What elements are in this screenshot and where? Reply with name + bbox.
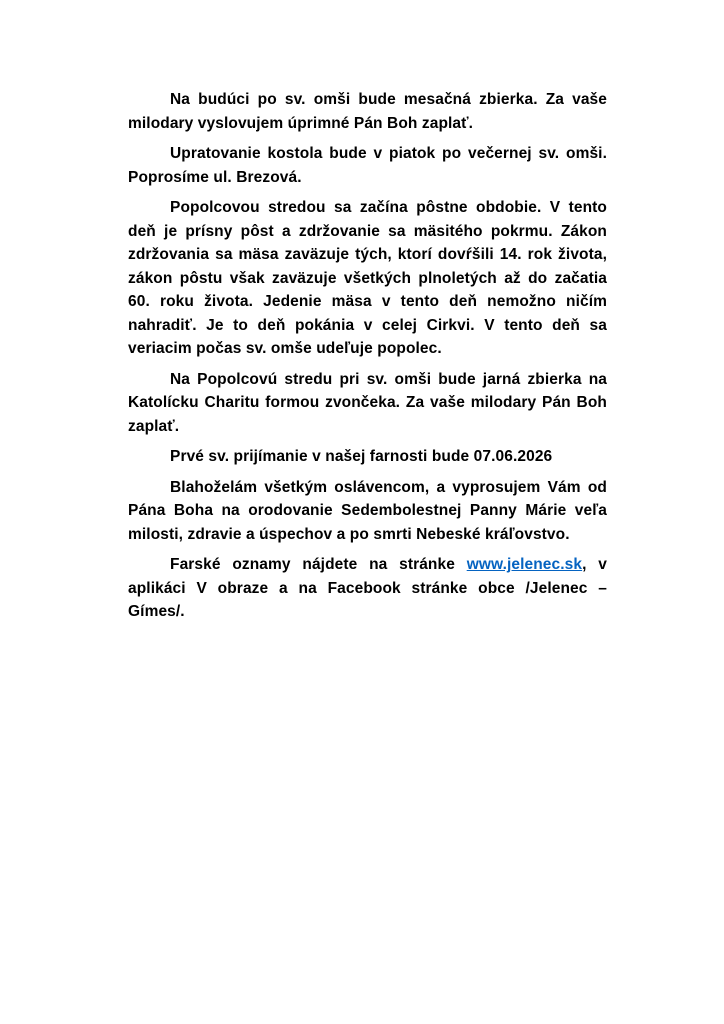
document-body	[128, 88, 607, 631]
paragraph-birthday-wishes: Blahoželám všetkým oslávencom, a vyprosujem Vám od Pána Boha na orodovanie Sedembolestnej Panny Márie veľa milosti, zdravie a úspechov a po smrti Nebeské kráľovstvo.	[128, 478, 607, 543]
paragraph-monthly-collection: Na budúci po sv. omši bude mesačná zbierka. Za vaše milodary vyslovujem úprimné Pán Boh zaplať.	[128, 91, 607, 132]
paragraph-announcements-online	[128, 553, 607, 624]
paragraph-ash-wednesday-fasting: Popolcovou stredou sa začína pôstne obdobie. V tento deň je prísny pôst a zdržovanie sa mäsitého pokrmu. Zákon zdržovania sa mäsa zaväzuje tých, ktorí dovŕšili 14. rok života, zákon pôstu však zaväzuje všetkých plnoletých až do začatia 60. roku života. Jedenie mäsa v tento deň nemožno ničím nahradiť. Je to deň pokánia v celej Cirkvi. V tento deň sa veriacim počas sv. omše udeľuje popolec.	[128, 199, 607, 357]
announcements-text-before: Farské oznamy nájdete na stránke	[170, 556, 467, 573]
paragraph-church-cleaning: Upratovanie kostola bude v piatok po večernej sv. omši. Poprosíme ul. Brezová.	[128, 145, 607, 186]
paragraph-first-communion-date: Prvé sv. prijímanie v našej farnosti bude 07.06.2026	[170, 448, 553, 465]
jelenec-website-link[interactable]: www.jelenec.sk	[466, 556, 583, 573]
paragraph-charity-collection: Na Popolcovú stredu pri sv. omši bude jarná zbierka na Katolícku Charitu formou zvončeka. Za vaše milodary Pán Boh zaplať.	[128, 370, 607, 435]
announcements-text-after: , v aplikáci V obraze a na Facebook stránke obce /Jelenec – Gímes/.	[128, 556, 607, 620]
